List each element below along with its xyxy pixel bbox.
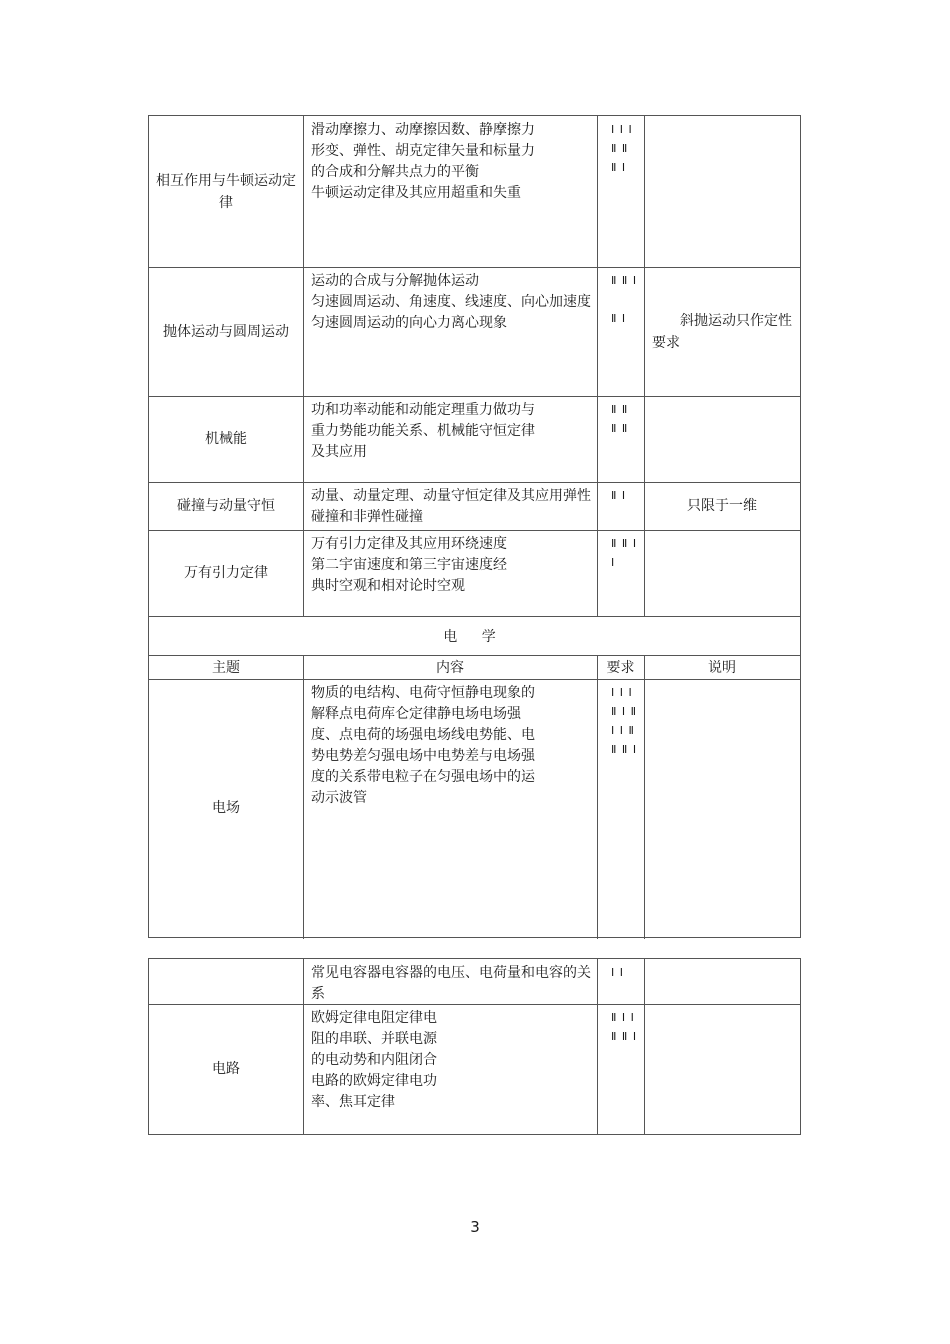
requirement-levels: Ⅱ Ⅰ Ⅰ (611, 1011, 635, 1024)
content-cell (303, 530, 597, 616)
requirement-levels: Ⅱ Ⅱ Ⅰ (611, 274, 638, 287)
content-line: 电路的欧姆定律电功 (311, 1073, 437, 1089)
topic-cell (149, 267, 303, 396)
header-label: 内容 (436, 660, 464, 676)
content-line: 碰撞和非弹性碰撞 (311, 509, 423, 525)
content-cell (303, 267, 597, 396)
requirement-cell (597, 1004, 644, 1134)
content-line: 动量、动量定理、动量守恒定律及其应用弹性 (311, 488, 591, 504)
topic-label: 万有引力定律 (184, 565, 268, 581)
requirement-levels: Ⅱ Ⅰ Ⅱ (611, 705, 638, 718)
content-cell (303, 116, 597, 267)
content-cell (303, 1004, 597, 1134)
content-cell (303, 482, 597, 530)
content-line: 阻的串联、并联电源 (311, 1031, 437, 1047)
header-content (303, 655, 597, 679)
requirement-levels: Ⅱ Ⅱ Ⅰ (611, 743, 638, 756)
page-number: 3 (470, 1218, 480, 1236)
topic-label: 相互作用与牛顿运动定律 (156, 172, 296, 211)
content-line: 势电势差匀强电场中电势差与电场强 (311, 748, 535, 764)
note-text: 斜抛运动只作定性要求 (652, 313, 792, 351)
header-label: 要求 (606, 660, 635, 676)
content-line: 的合成和分解共点力的平衡 (311, 164, 479, 180)
requirement-levels: Ⅰ Ⅰ (611, 966, 624, 979)
topic-label: 机械能 (205, 431, 247, 447)
content-line: 系 (311, 986, 325, 1002)
content-cell (303, 396, 597, 482)
content-line: 度、点电荷的场强电场线电势能、电 (311, 727, 535, 743)
topic-cell (149, 482, 303, 530)
content-line: 万有引力定律及其应用环绕速度 (311, 536, 507, 552)
requirement-levels: Ⅱ Ⅱ (611, 422, 629, 435)
requirement-levels: Ⅱ Ⅰ (611, 161, 627, 174)
content-line: 牛顿运动定律及其应用超重和失重 (311, 185, 521, 201)
topic-label: 电场 (212, 800, 240, 816)
topic-cell (149, 396, 303, 482)
topic-label: 电路 (212, 1061, 240, 1077)
section-title-electricity (149, 616, 800, 655)
requirement-levels: Ⅱ Ⅱ (611, 142, 629, 155)
topic-cell (149, 530, 303, 616)
content-line: 匀速圆周运动的向心力离心现象 (311, 315, 507, 331)
topic-cell (149, 679, 303, 937)
content-line: 度的关系带电粒子在匀强电场中的运 (311, 769, 535, 785)
requirements-table-mechanics-electricity (148, 115, 801, 938)
content-line: 欧姆定律电阻定律电 (311, 1010, 437, 1026)
content-line: 的电动势和内阻闭合 (311, 1052, 437, 1068)
requirement-levels: Ⅰ Ⅰ Ⅱ (611, 724, 635, 737)
requirement-levels: Ⅱ Ⅱ Ⅰ (611, 537, 638, 550)
requirement-cell (597, 482, 644, 530)
requirement-cell (597, 267, 644, 396)
column-divider (644, 655, 645, 939)
content-line: 第二宇宙速度和第三宇宙速度经 (311, 557, 507, 573)
requirement-levels: Ⅰ (611, 556, 616, 569)
topic-label: 抛体运动与圆周运动 (163, 323, 289, 340)
requirement-levels: Ⅰ Ⅰ Ⅰ (611, 123, 633, 136)
content-cell (303, 679, 597, 937)
requirement-levels: Ⅱ Ⅰ (611, 489, 627, 502)
header-topic (149, 655, 303, 679)
note-cell (644, 267, 800, 396)
header-label: 主题 (212, 660, 240, 676)
section-title: 电 学 (443, 628, 506, 645)
content-line: 重力势能功能关系、机械能守恒定律 (311, 423, 535, 439)
content-line: 率、焦耳定律 (311, 1094, 395, 1110)
requirement-levels: Ⅱ Ⅰ (611, 312, 627, 325)
header-note (644, 655, 800, 679)
content-line: 功和功率动能和动能定理重力做功与 (311, 402, 535, 418)
note-text: 只限于一维 (687, 498, 757, 514)
requirements-table-circuits (148, 958, 801, 1135)
topic-label: 碰撞与动量守恒 (177, 498, 275, 514)
content-line: 常见电容器电容器的电压、电荷量和电容的关 (311, 965, 591, 981)
requirement-levels (611, 290, 644, 309)
content-line: 物质的电结构、电荷守恒静电现象的 (311, 685, 535, 701)
content-line: 典时空观和相对论时空观 (311, 578, 465, 594)
column-divider (644, 959, 645, 1134)
requirement-levels: Ⅰ Ⅰ Ⅰ (611, 686, 633, 699)
content-cell (303, 959, 597, 1004)
header-label: 说明 (708, 660, 736, 676)
requirement-cell (597, 959, 644, 1004)
content-line: 匀速圆周运动、角速度、线速度、向心加速度 (311, 294, 591, 310)
requirement-cell (597, 530, 644, 616)
content-line: 形变、弹性、胡克定律矢量和标量力 (311, 143, 535, 159)
requirement-levels: Ⅱ Ⅱ Ⅰ (611, 1030, 638, 1043)
content-line: 及其应用 (311, 444, 367, 460)
content-line: 滑动摩擦力、动摩擦因数、静摩擦力 (311, 122, 535, 138)
topic-cell (149, 1004, 303, 1134)
header-requirement (597, 655, 644, 679)
content-line: 运动的合成与分解抛体运动 (311, 273, 479, 289)
requirement-cell (597, 396, 644, 482)
note-cell (644, 482, 800, 530)
content-line: 动示波管 (311, 790, 367, 806)
requirement-cell (597, 679, 644, 937)
content-line: 解释点电荷库仑定律静电场电场强 (311, 706, 521, 722)
requirement-cell (597, 116, 644, 267)
topic-cell (149, 116, 303, 267)
requirement-levels: Ⅱ Ⅱ (611, 403, 629, 416)
